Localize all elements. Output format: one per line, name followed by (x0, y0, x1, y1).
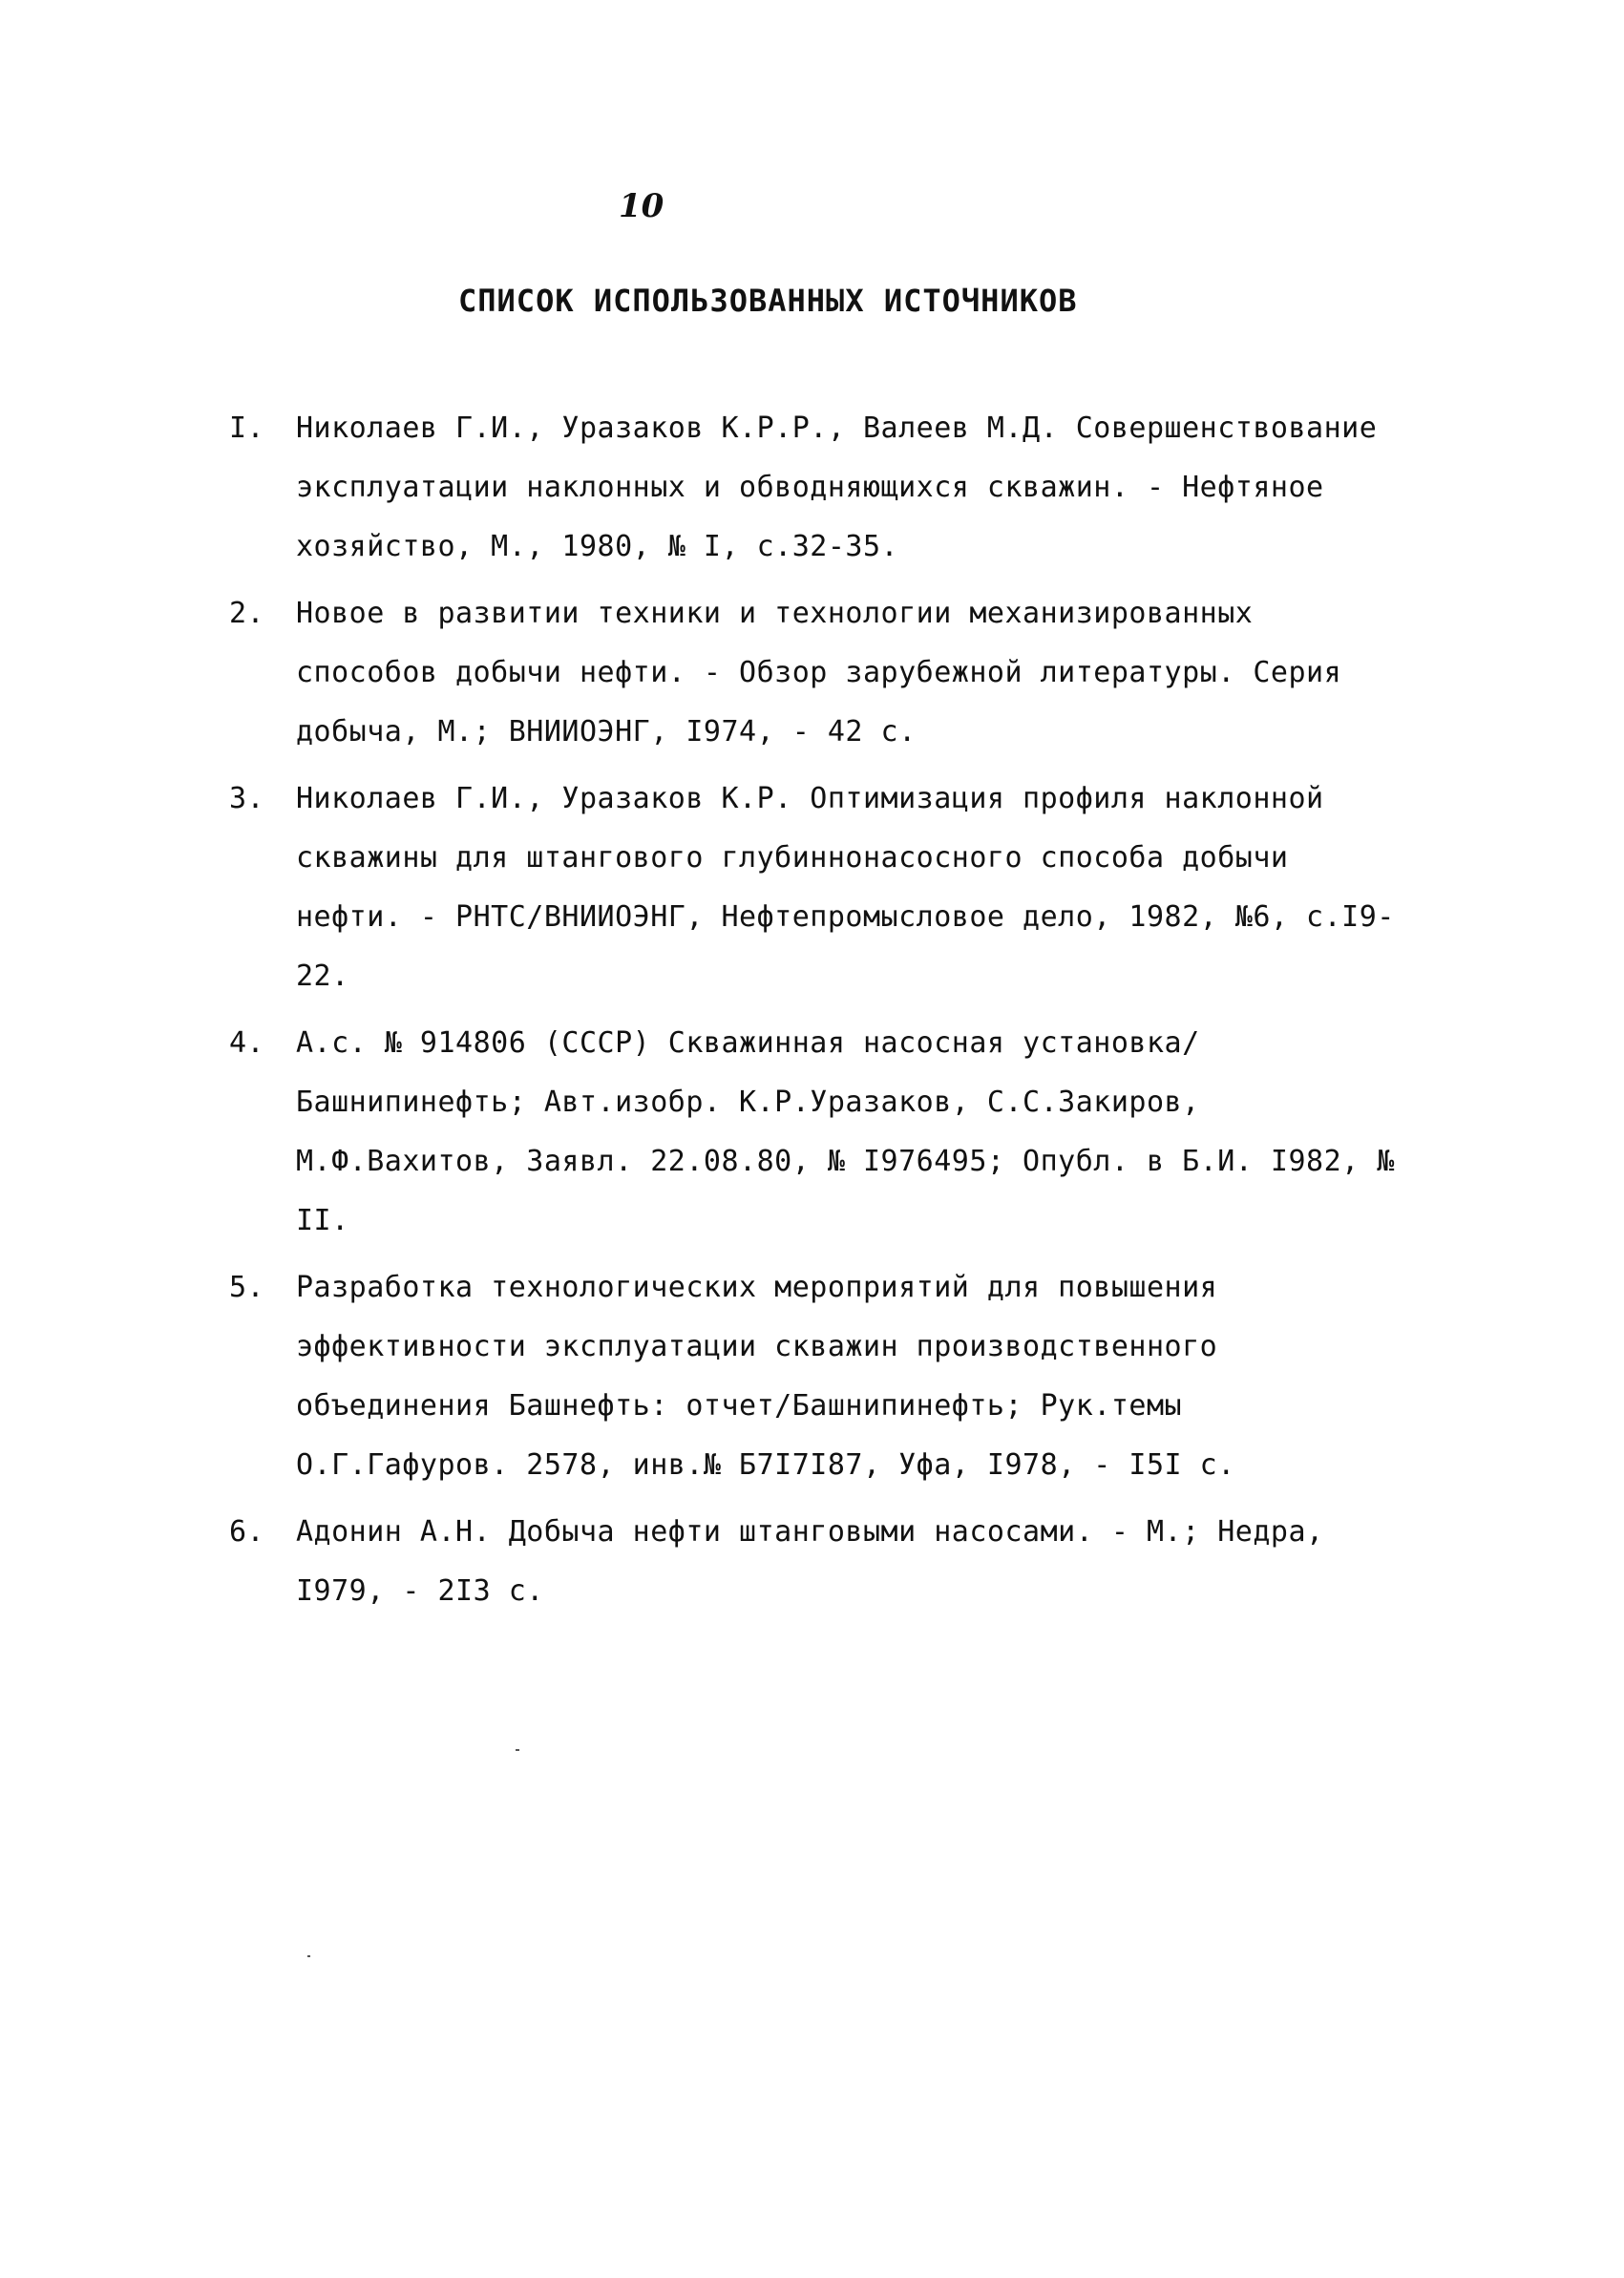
reference-number: 4. (229, 1026, 265, 1060)
scan-speck (307, 1955, 310, 1957)
reference-number: 6. (229, 1515, 265, 1549)
reference-number: 2. (229, 597, 265, 630)
page-number: 10 (619, 187, 664, 225)
reference-text: Николаев Г.И., Уразаков К.Р.Р., Валеев М.Д. Совершенствование эксплуатации наклонных и обводняющихся скважин. - Нефтяное хозяйство, М., 1980, № I, с.32-35. (296, 411, 1378, 563)
reference-number: 5. (229, 1271, 265, 1304)
list-item (229, 399, 1403, 577)
reference-text: Николаев Г.И., Уразаков К.Р. Оптимизация профиля наклонной скважины для штангового глубиннонасосного способа добычи нефти. - РНТС/ВНИИОЭНГ, Нефтепромысловое дело, 1982, №6, с.I9-22. (296, 782, 1395, 993)
reference-number: 3. (229, 782, 265, 815)
reference-text: Разработка технологических мероприятий для повышения эффективности эксплуатации скважин производственного объединения Башнефть: отчет/Башнипинефть; Рук.темы О.Г.Гафуров. 2578, инв.№ Б7I7I87, Уфа, I978, - I5I с. (296, 1271, 1235, 1482)
list-item (229, 1503, 1403, 1621)
reference-text: А.с. № 914806 (СССР) Скважинная насосная установка/Башнипинефть; Авт.изобр. К.Р.Уразаков, С.С.Закиров, М.Ф.Вахитов, Заявл. 22.08.80, № I976495; Опубл. в Б.И. I982, № II. (296, 1026, 1395, 1237)
list-item (229, 584, 1403, 762)
list-item (229, 770, 1403, 1006)
page-title: СПИСОК ИСПОЛЬЗОВАННЫХ ИСТОЧНИКОВ (458, 283, 1078, 319)
reference-number: I. (229, 411, 265, 445)
reference-text: Адонин А.Н. Добыча нефти штанговыми насосами. - М.; Недра, I979, - 2I3 с. (296, 1515, 1324, 1608)
reference-list (229, 399, 1403, 1629)
reference-text: Новое в развитии техники и технологии механизированных способов добычи нефти. - Обзор зарубежной литературы. Серия добыча, М.; ВНИИОЭНГ, I974, - 42 с. (296, 597, 1342, 749)
list-item (229, 1014, 1403, 1251)
scan-speck (516, 1749, 519, 1751)
list-item (229, 1258, 1403, 1495)
